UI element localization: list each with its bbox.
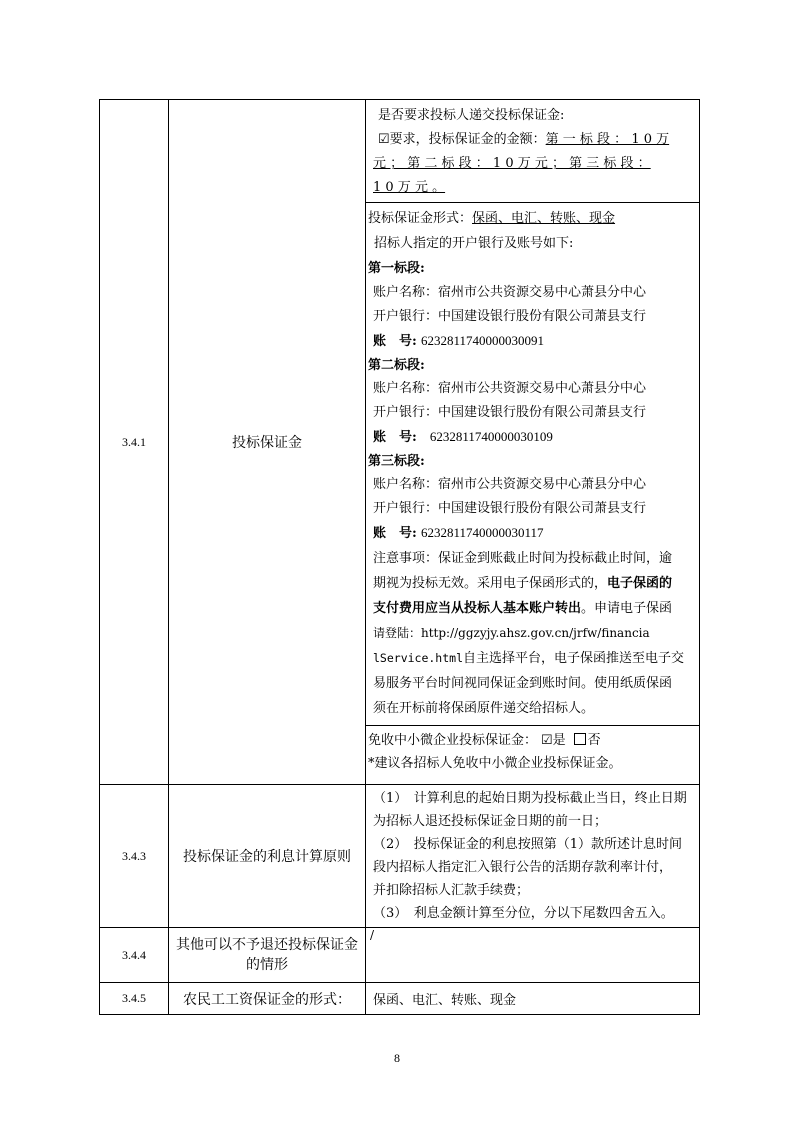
table-row xyxy=(100,928,700,983)
interest-line: （2） 投标保证金的利息按照第（1）款所述计息时间 xyxy=(373,837,683,852)
empty-value-slash: / xyxy=(370,928,375,942)
notice-line-1: 注意事项：保证金到账截止时间为投标截止时间，逾 xyxy=(373,551,673,566)
notice-line-7: 须在开标前将保函原件递交给招标人。 xyxy=(373,701,595,716)
clause-label: 投标保证金的利息计算原则 xyxy=(169,785,366,928)
section-2-title: 第二标段: xyxy=(368,358,425,373)
table-row xyxy=(100,100,700,785)
section-1-account-line xyxy=(366,329,699,354)
notice-line-3a: 支付费用应当从投标人基本账户转出 xyxy=(373,601,582,616)
clause-number: 3.4.4 xyxy=(100,928,169,983)
interest-line: 为招标人退还投标保证金日期的前一日； xyxy=(373,814,608,829)
interest-line: 并扣除招标人汇款手续费； xyxy=(373,883,530,898)
deposit-amount-part-1: 第 一 标 段 ： 1 0 万 xyxy=(545,132,670,147)
notice-line-6: 易服务平台时间视同保证金到账时间。使用纸质保函 xyxy=(373,676,673,691)
notice-line-4 xyxy=(366,621,699,646)
notice-line-2 xyxy=(366,571,699,596)
bid-deposit-table xyxy=(99,99,700,1015)
exempt-label: 免收中小微企业投标保证金： xyxy=(368,733,538,748)
clause-content xyxy=(366,928,700,983)
bank-intro: 招标人指定的开户银行及账号如下: xyxy=(374,236,574,251)
section-2-bank: 开户银行：中国建设银行股份有限公司萧县支行 xyxy=(373,405,647,420)
exempt-no-label: 否 xyxy=(587,733,601,748)
section-1-account-name: 账户名称：宿州市公共资源交易中心萧县分中心 xyxy=(373,285,647,300)
exempt-no-checkbox xyxy=(574,733,586,745)
page-number: 8 xyxy=(394,1051,400,1065)
deposit-amount-part-2: 元 ； 第 二 标 段 ： 1 0 万 元 ； 第 三 标 段 ： xyxy=(373,156,651,171)
notice-url-tail: lService.html xyxy=(373,651,464,665)
section-3-account-label: 账 号: xyxy=(373,526,417,541)
section-2-account-line xyxy=(366,425,699,450)
clause-content xyxy=(366,785,700,928)
section-1-account-number: 6232811740000030091 xyxy=(420,333,544,348)
notice-url: 请登陆：http://ggzyjy.ahsz.gov.cn/jrfw/financia xyxy=(373,626,650,640)
notice-line-2b: 电子保函的 xyxy=(607,576,673,591)
exempt-yes-checkbox: ☑是 xyxy=(541,733,566,748)
clause-content: 保函、电汇、转账、现金 xyxy=(366,983,700,1015)
deposit-form-value: 保函、电汇、转账、现金 xyxy=(472,211,616,226)
interest-line: （3） 利息金额计算至分位，分以下尾数四舍五入。 xyxy=(373,906,674,921)
deposit-details xyxy=(366,203,699,725)
table-row xyxy=(100,785,700,928)
section-2-account-number: 6232811740000030109 xyxy=(429,429,553,444)
deposit-amount-box xyxy=(366,100,699,203)
section-2-account-name: 账户名称：宿州市公共资源交易中心萧县分中心 xyxy=(373,381,647,396)
interest-line: 段内招标人指定汇入银行公告的活期存款利率计付， xyxy=(373,860,673,875)
notice-line-5b: 自主选择平台，电子保函推送至电子交 xyxy=(463,651,685,666)
deposit-form-label: 投标保证金形式： xyxy=(368,211,473,226)
deposit-amount-line-1 xyxy=(366,128,699,152)
section-3-account-name: 账户名称：宿州市公共资源交易中心萧县分中心 xyxy=(373,477,647,492)
clause-content xyxy=(366,100,700,785)
clause-label: 农民工工资保证金的形式： xyxy=(169,983,366,1015)
section-3-bank: 开户银行：中国建设银行股份有限公司萧县支行 xyxy=(373,501,647,516)
section-3-account-line xyxy=(366,521,699,546)
notice-line-2a: 期视为投标无效。采用电子保函形式的， xyxy=(373,576,608,591)
clause-label-line-1: 其他可以不予退还投标保证金 xyxy=(176,937,358,953)
section-3-account-number: 6232811740000030117 xyxy=(420,525,544,540)
clause-label-line-2: 的情形 xyxy=(246,957,288,973)
section-1-account-label: 账 号: xyxy=(373,334,417,349)
deposit-form-line xyxy=(366,206,699,231)
notice-line-3b: 。申请电子保函 xyxy=(581,601,673,616)
table-row xyxy=(100,983,700,1015)
clause-number: 3.4.5 xyxy=(100,983,169,1015)
deposit-required-question: 是否要求投标人递交投标保证金: xyxy=(378,108,565,123)
clause-number: 3.4.3 xyxy=(100,785,169,928)
deposit-required-answer: ☑要求，投标保证金的金额： xyxy=(378,132,546,147)
deposit-amount-part-3: 1 0 万 元 。 xyxy=(373,180,446,195)
clause-label: 投标保证金 xyxy=(169,100,366,785)
exempt-box xyxy=(366,725,699,778)
clause-label xyxy=(169,928,366,983)
section-1-bank: 开户银行：中国建设银行股份有限公司萧县支行 xyxy=(373,309,647,324)
section-3-title: 第三标段: xyxy=(368,454,425,469)
interest-line: （1） 计算利息的起始日期为投标截止当日，终止日期 xyxy=(373,791,687,806)
section-1-title: 第一标段: xyxy=(368,261,425,276)
exempt-line xyxy=(366,729,699,752)
clause-number: 3.4.1 xyxy=(100,100,169,785)
exempt-note: *建议各招标人免收中小微企业投标保证金。 xyxy=(368,756,622,771)
section-2-account-label: 账 号: xyxy=(373,430,417,445)
notice-line-5 xyxy=(366,646,699,671)
notice-line-3 xyxy=(366,596,699,621)
